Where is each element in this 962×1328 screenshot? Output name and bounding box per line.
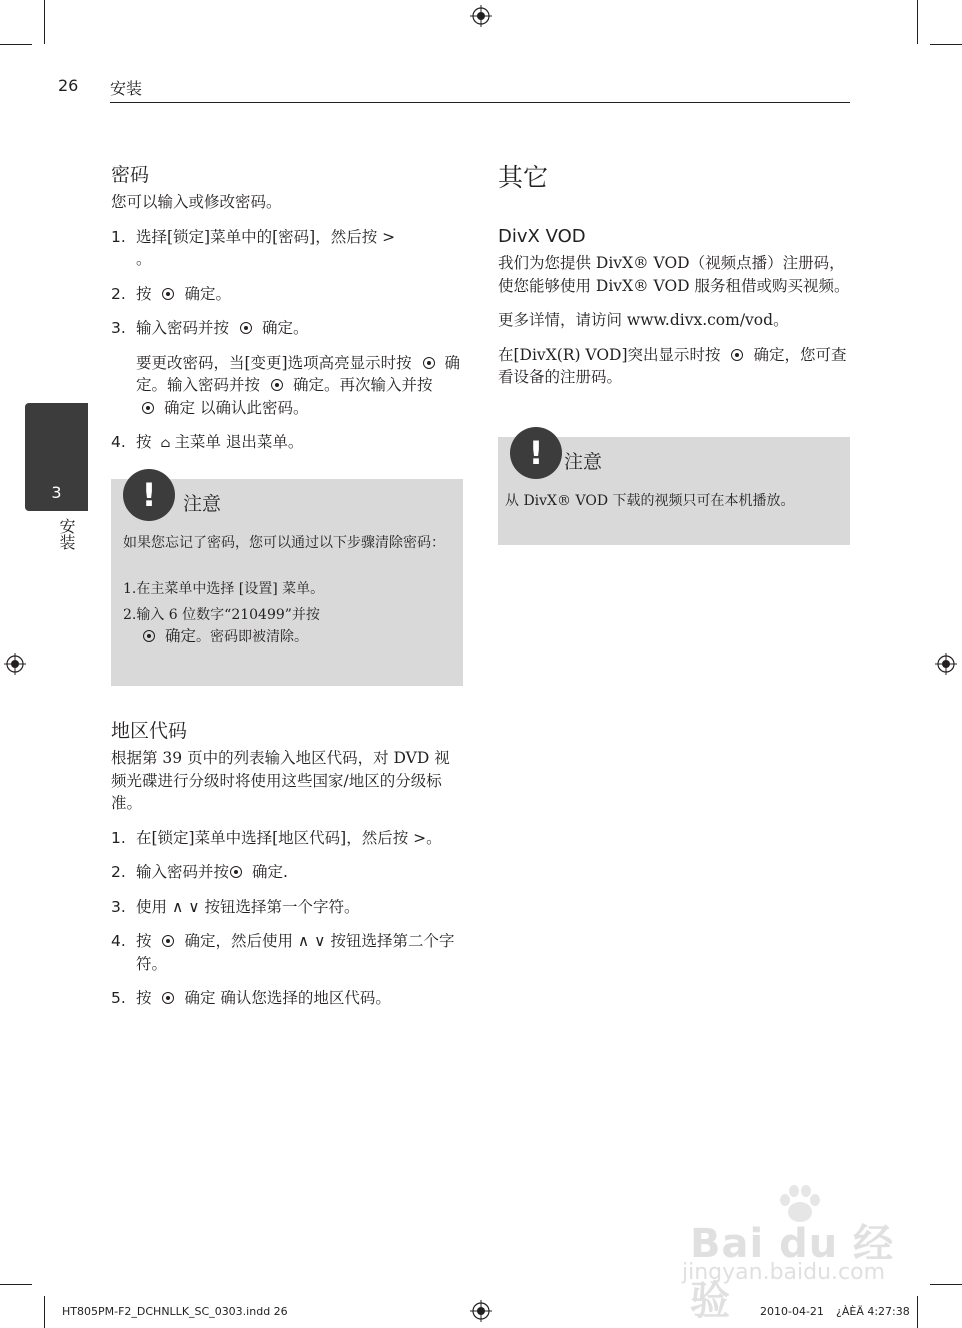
crop-mark	[930, 1284, 962, 1285]
divx-paragraph: 更多详情，请访问 www.divx.com/vod。	[498, 311, 789, 329]
chapter-tab	[25, 403, 88, 511]
list-item: 2. 输入密码并按 确定.	[111, 863, 288, 881]
list-item: 4. 按 确定，然后使用 ∧ ∨ 按钮选择第二个字符。	[111, 932, 455, 973]
divx-heading: DivX VOD	[498, 226, 586, 247]
divx-note-box	[498, 434, 850, 545]
enter-icon	[142, 402, 154, 414]
region-intro: 根据第 39 页中的列表输入地区代码，对 DVD 视频光碟进行分级时将使用这些国家/地区的分级标准。	[111, 749, 450, 812]
region-section	[111, 718, 463, 1010]
chapter-number: 3	[51, 483, 62, 502]
crop-mark	[0, 44, 32, 45]
warning-icon: !	[123, 469, 175, 521]
watermark-text: Bai du 经验	[690, 1221, 895, 1324]
note-text-line: 确定。密码即被清除。	[123, 626, 453, 647]
enter-icon	[143, 630, 155, 642]
list-item: 5. 按 确定 确认您选择的地区代码。	[111, 989, 391, 1007]
list-item: 4. 按 ⌂ 主菜单 退出菜单。	[111, 431, 463, 456]
region-steps	[111, 827, 463, 1010]
password-intro: 您可以输入或修改密码。	[111, 193, 282, 211]
note-text-line: 1.在主菜单中选择 [设置] 菜单。	[123, 581, 325, 597]
note-title: 注意	[564, 451, 603, 473]
note-text-line: 2.输入 6 位数字“210499”并按	[123, 607, 320, 623]
watermark-url: jingyan.baidu.com	[682, 1260, 886, 1285]
home-icon: ⌂	[160, 436, 171, 451]
chapter-label: 安装	[57, 518, 76, 550]
right-arrow-button-label: >	[382, 227, 396, 246]
list-item: 1. 在[锁定]菜单中选择[地区代码]，然后按 >。	[111, 828, 442, 847]
crop-mark	[44, 1296, 45, 1328]
up-down-button-label: ∧ ∨	[171, 897, 200, 916]
password-steps	[111, 226, 463, 340]
enter-icon	[230, 866, 242, 878]
footer-file: HT805PM-F2_DCHNLLK_SC_0303.indd 26	[62, 1305, 288, 1318]
crop-mark	[44, 0, 45, 44]
enter-icon	[162, 992, 174, 1004]
list-item: 1. 选择[锁定]菜单中的[密码]，然后按 > 。	[111, 227, 396, 268]
crop-mark	[917, 0, 918, 44]
change-password-text: 要更改密码，当[变更]选项高亮显示时按 确定。输入密码并按 确定。再次输入并按 确定 以确认此密码。	[136, 353, 461, 417]
list-item: 3. 使用 ∧ ∨ 按钮选择第一个字符。	[111, 897, 360, 916]
divx-paragraph: 我们为您提供 DivX® VOD（视频点播）注册码，使您能够使用 DivX® VOD 服务租借或购买视频。	[498, 254, 850, 295]
ok-button-label: 确定	[184, 284, 216, 303]
crop-mark	[0, 1284, 32, 1285]
ok-button-label: 确定	[261, 319, 293, 337]
password-note-box	[111, 476, 463, 686]
note-text-line: 如果您忘记了密码，您可以通过以下步骤清除密码：	[123, 535, 445, 551]
footer-date: 2010-04-21	[760, 1305, 824, 1318]
list-item: 2. 按 确定。	[111, 284, 231, 303]
list-item: 3. 输入密码并按 确定。	[111, 319, 309, 337]
enter-icon	[423, 357, 435, 369]
note-text-line: 从 DivX® VOD 下载的视频只可在本机播放。	[505, 493, 795, 509]
other-heading: 其它	[498, 163, 549, 192]
registration-mark-icon	[470, 1300, 492, 1322]
enter-icon	[162, 935, 174, 947]
enter-icon	[271, 379, 283, 391]
footer-time: ¿ÀÈÄ 4:27:38	[836, 1305, 910, 1318]
right-column	[498, 162, 850, 389]
region-heading: 地区代码	[111, 720, 188, 742]
enter-icon	[162, 288, 174, 300]
page-number: 26	[58, 76, 79, 95]
registration-mark-icon	[470, 5, 492, 27]
divx-paragraph: 在[DivX(R) VOD]突出显示时按 确定，您可查看设备的注册码。	[498, 345, 847, 386]
password-heading: 密码	[111, 164, 150, 186]
warning-icon: !	[510, 427, 562, 479]
crop-mark	[930, 44, 962, 45]
home-button-label: 主菜单	[174, 433, 221, 451]
header-divider	[110, 102, 850, 103]
note-title: 注意	[183, 493, 222, 515]
registration-mark-icon	[4, 653, 26, 675]
enter-icon	[240, 322, 252, 334]
left-column	[111, 162, 463, 456]
page-section-title: 安装	[110, 79, 143, 98]
registration-mark-icon	[935, 653, 957, 675]
enter-icon	[731, 349, 743, 361]
password-step-4	[111, 431, 463, 456]
